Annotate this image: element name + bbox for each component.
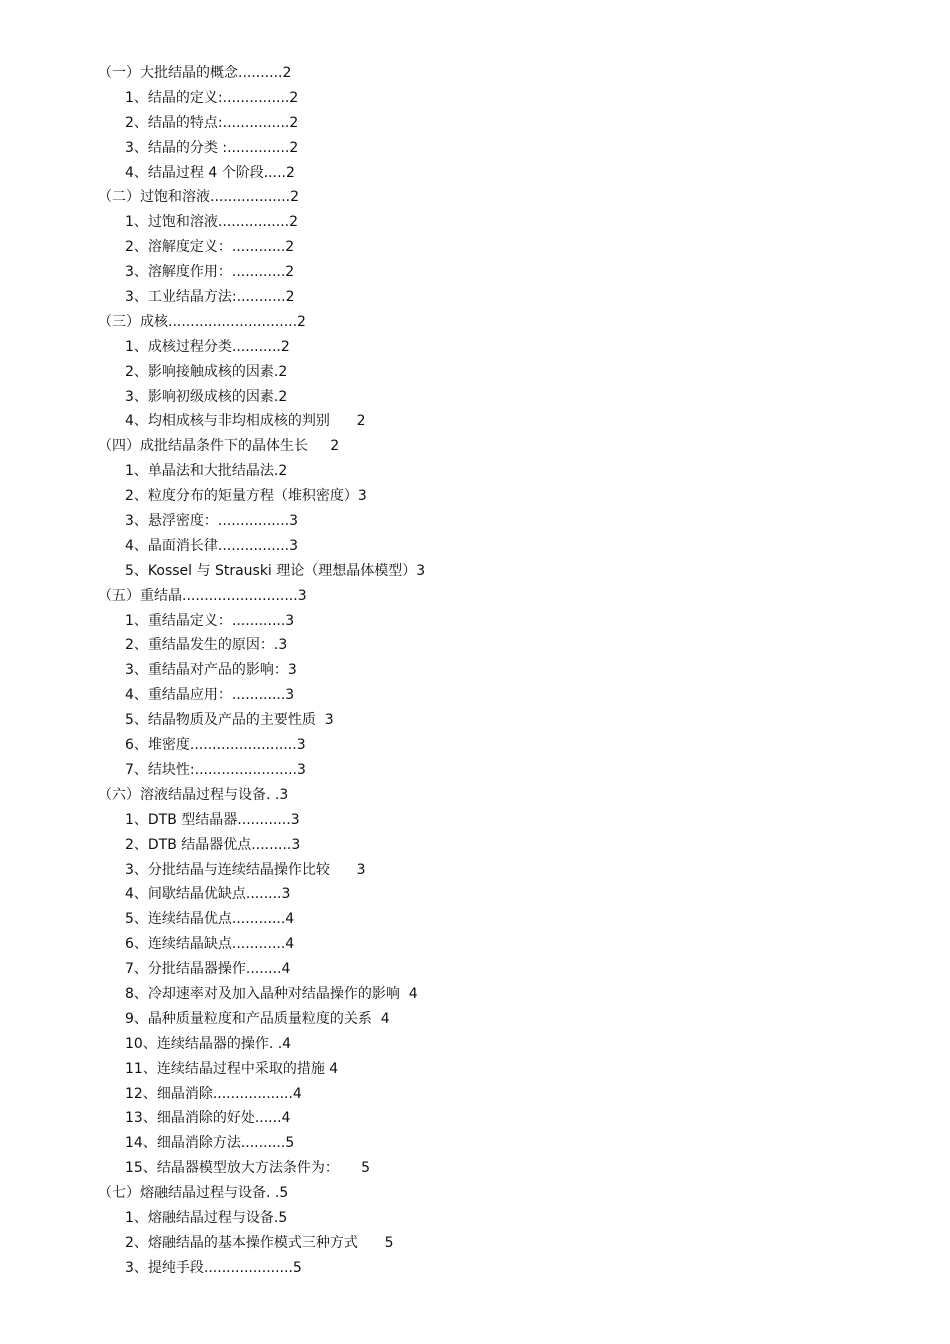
toc-subsection-entry[interactable]: 2、溶解度定义：............2 — [125, 239, 295, 256]
toc-subsection-entry[interactable]: 3、悬浮密度：................3 — [125, 513, 299, 530]
toc-subsection-entry[interactable]: 6、连续结晶缺点............4 — [125, 936, 295, 953]
toc-section-entry[interactable]: （七）熔融结晶过程与设备. .5 — [98, 1185, 289, 1202]
toc-section-entry[interactable]: （四）成批结晶条件下的晶体生长 2 — [98, 438, 340, 455]
toc-subsection-entry[interactable]: 7、分批结晶器操作........4 — [125, 961, 291, 978]
toc-subsection-entry[interactable]: 6、堆密度........................3 — [125, 737, 306, 754]
toc-subsection-entry[interactable]: 3、分批结晶与连续结晶操作比较 3 — [125, 861, 366, 878]
toc-subsection-entry[interactable]: 3、重结晶对产品的影响：3 — [125, 662, 297, 679]
toc-subsection-entry[interactable]: 4、均相成核与非均相成核的判别 2 — [125, 413, 366, 430]
toc-subsection-entry[interactable]: 8、冷却速率对及加入晶种对结晶操作的影响 4 — [125, 985, 418, 1002]
toc-subsection-entry[interactable]: 4、间歇结晶优缺点........3 — [125, 886, 291, 903]
toc-subsection-entry[interactable]: 11、连续结晶过程中采取的措施 4 — [125, 1060, 339, 1077]
toc-subsection-entry[interactable]: 2、粒度分布的矩量方程（堆积密度）3 — [125, 488, 367, 505]
toc-subsection-entry[interactable]: 1、过饱和溶液................2 — [125, 214, 299, 231]
toc-section-entry[interactable]: （二）过饱和溶液..................2 — [98, 189, 300, 206]
toc-subsection-entry[interactable]: 5、Kossel 与 Strauski 理论（理想晶体模型）3 — [125, 562, 426, 579]
toc-section-entry[interactable]: （六）溶液结晶过程与设备. .3 — [98, 786, 289, 803]
toc-subsection-entry[interactable]: 9、晶种质量粒度和产品质量粒度的关系 4 — [125, 1010, 390, 1027]
toc-subsection-entry[interactable]: 7、结块性:.......................3 — [125, 761, 306, 778]
toc-subsection-entry[interactable]: 3、结晶的分类 :..............2 — [125, 139, 299, 156]
toc-subsection-entry[interactable]: 5、连续结晶优点............4 — [125, 911, 295, 928]
toc-subsection-entry[interactable]: 3、提纯手段....................5 — [125, 1259, 302, 1276]
toc-subsection-entry[interactable]: 4、晶面消长律................3 — [125, 537, 299, 554]
toc-subsection-entry[interactable]: 2、重结晶发生的原因：.3 — [125, 637, 288, 654]
toc-subsection-entry[interactable]: 3、溶解度作用：............2 — [125, 264, 295, 281]
toc-section-entry[interactable]: （三）成核.............................2 — [98, 313, 306, 330]
toc-subsection-entry[interactable]: 10、连续结晶器的操作. .4 — [125, 1035, 292, 1052]
toc-section-entry[interactable]: （一）大批结晶的概念..........2 — [98, 65, 292, 81]
toc-subsection-entry[interactable]: 1、结晶的定义:...............2 — [125, 89, 299, 106]
toc-section-entry[interactable]: （五）重结晶..........................3 — [98, 587, 307, 604]
toc-subsection-entry[interactable]: 1、DTB 型结晶器............3 — [125, 811, 300, 828]
toc-subsection-entry[interactable]: 5、结晶物质及产品的主要性质 3 — [125, 712, 334, 729]
toc-subsection-entry[interactable]: 3、影响初级成核的因素.2 — [125, 388, 288, 405]
toc-subsection-entry[interactable]: 2、熔融结晶的基本操作模式三种方式 5 — [125, 1234, 394, 1251]
toc-subsection-entry[interactable]: 2、结晶的特点:...............2 — [125, 114, 299, 131]
toc-subsection-entry[interactable]: 13、细晶消除的好处......4 — [125, 1110, 291, 1127]
toc-subsection-entry[interactable]: 2、影响接触成核的因素.2 — [125, 363, 288, 380]
toc-subsection-entry[interactable]: 1、成核过程分类...........2 — [125, 338, 290, 355]
toc-subsection-entry[interactable]: 4、结晶过程 4 个阶段.....2 — [125, 164, 295, 181]
toc-subsection-entry[interactable]: 1、单晶法和大批结晶法.2 — [125, 463, 288, 480]
toc-subsection-entry[interactable]: 15、结晶器模型放大方法条件为： 5 — [125, 1160, 370, 1177]
toc-subsection-entry[interactable]: 12、细晶消除..................4 — [125, 1085, 302, 1102]
table-of-contents — [0, 61, 950, 1281]
toc-subsection-entry[interactable]: 2、DTB 结晶器优点.........3 — [125, 836, 301, 853]
toc-subsection-entry[interactable]: 4、重结晶应用：............3 — [125, 687, 295, 704]
toc-subsection-entry[interactable]: 3、工业结晶方法:...........2 — [125, 289, 295, 306]
toc-subsection-entry[interactable]: 1、重结晶定义：............3 — [125, 612, 295, 629]
toc-subsection-entry[interactable]: 14、细晶消除方法..........5 — [125, 1135, 295, 1152]
toc-subsection-entry[interactable]: 1、熔融结晶过程与设备.5 — [125, 1209, 288, 1226]
